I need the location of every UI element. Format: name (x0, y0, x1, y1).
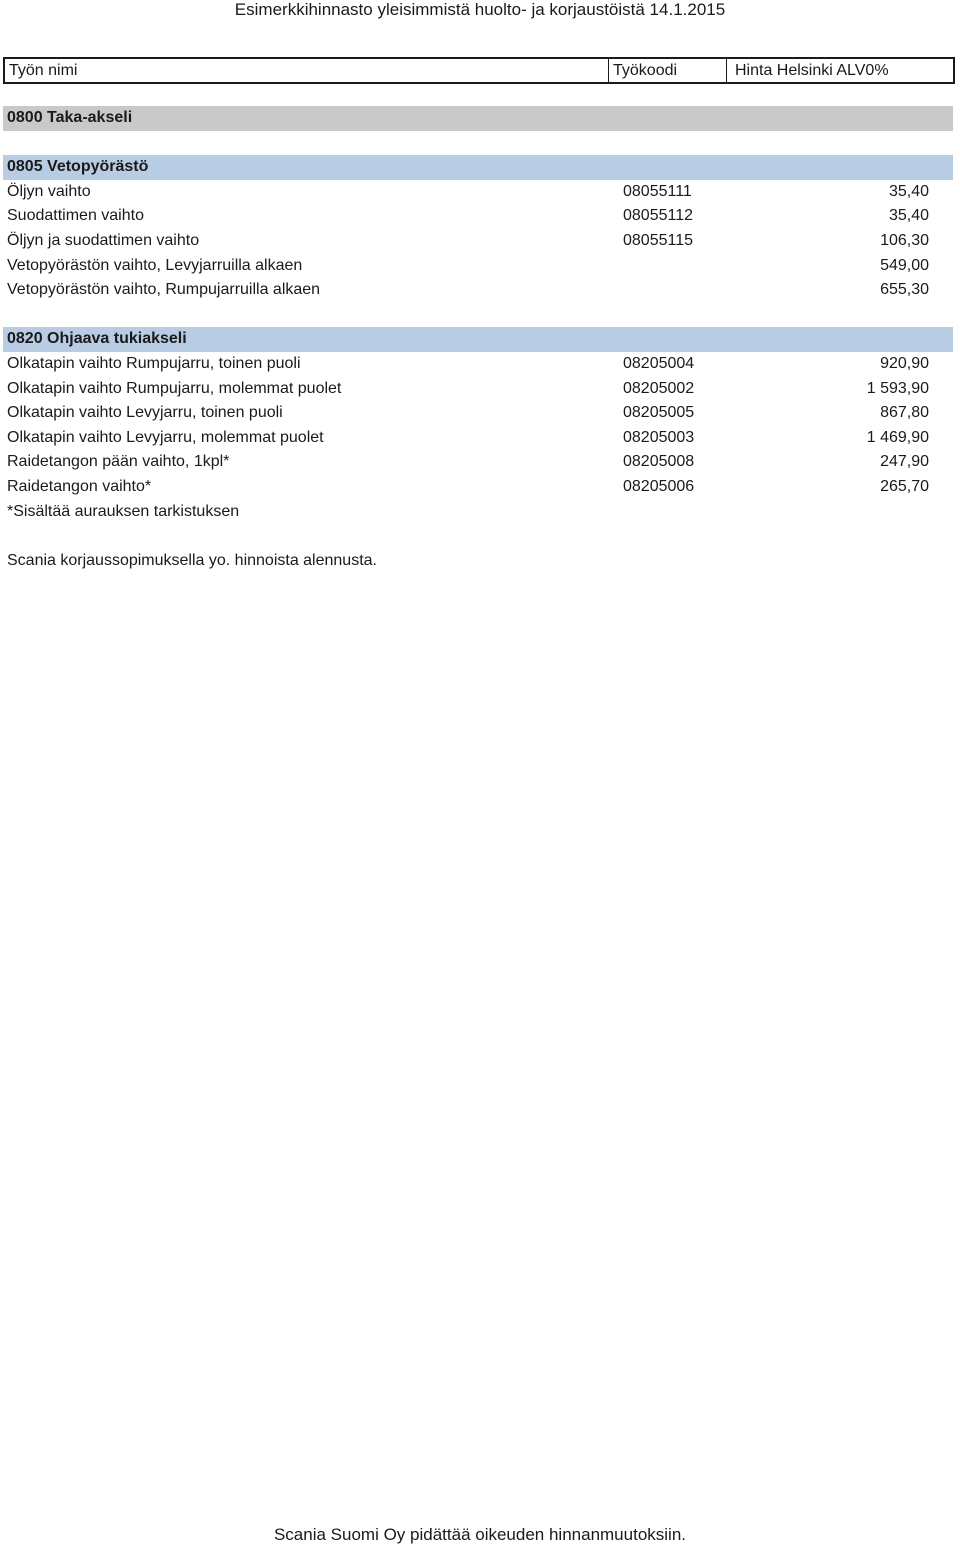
row-name: Vetopyörästön vaihto, Rumpujarruilla alkaen (7, 281, 321, 299)
row-name: Olkatapin vaihto Rumpujarru, toinen puoli (7, 354, 301, 372)
discount-note: Scania korjaussopimuksella yo. hinnoista alennusta. (7, 551, 377, 569)
table-row (3, 450, 953, 475)
row-name: Öljyn ja suodattimen vaihto (7, 231, 200, 249)
table-row (3, 426, 953, 451)
table-row (3, 352, 953, 377)
page-footer: Scania Suomi Oy pidättää oikeuden hinnanmuutoksiin. (273, 1525, 687, 1544)
row-code: 08205006 (623, 477, 695, 495)
footnote: *Sisältää aurauksen tarkistuksen (7, 502, 240, 520)
row-name: Olkatapin vaihto Levyjarru, toinen puoli (7, 404, 283, 422)
row-name: Olkatapin vaihto Levyjarru, molemmat puolet (7, 428, 324, 446)
main-section-title: 0800 Taka-akseli (7, 109, 133, 126)
section-title-0820: 0820 Ohjaava tukiakseli (7, 330, 187, 348)
spacer (3, 131, 953, 156)
row-code: 08205008 (623, 453, 695, 471)
row-code (623, 278, 733, 303)
row-name: Raidetangon vaihto* (7, 477, 152, 495)
row-price: 247,90 (880, 453, 929, 471)
table-row (3, 180, 953, 205)
row-price: 1 469,90 (866, 428, 929, 446)
row-price: 549,00 (880, 256, 929, 274)
section-header-0820 (3, 327, 953, 352)
table-row (3, 475, 953, 500)
row-price: 867,80 (880, 404, 929, 422)
discount-note-row (3, 549, 953, 574)
row-name: Raidetangon pään vaihto, 1kpl* (7, 453, 230, 471)
row-code: 08205004 (623, 354, 695, 372)
column-header-price: Hinta Helsinki ALV0% (726, 59, 953, 82)
row-code: 08055112 (623, 207, 693, 225)
row-price: 920,90 (880, 354, 929, 372)
table-row (3, 278, 953, 303)
row-code: 08205005 (623, 404, 695, 422)
row-price: 1 593,90 (866, 379, 929, 397)
table-row (3, 401, 953, 426)
section-header-0805 (3, 155, 953, 180)
table-row (3, 254, 953, 279)
footnote-row (3, 500, 953, 525)
column-header-name: Työn nimi (9, 62, 78, 79)
row-code: 08205003 (623, 428, 695, 446)
row-price: 655,30 (880, 281, 929, 299)
row-price: 35,40 (888, 207, 929, 225)
row-name: Olkatapin vaihto Rumpujarru, molemmat puolet (7, 379, 342, 397)
price-list (3, 106, 953, 573)
spacer (3, 303, 953, 328)
row-price: 35,40 (888, 182, 929, 200)
row-code (623, 254, 733, 279)
spacer (3, 524, 953, 549)
table-header (3, 57, 955, 84)
row-price: 106,30 (880, 231, 929, 249)
section-title-0805: 0805 Vetopyörästö (7, 158, 149, 176)
row-code: 08055115 (623, 231, 693, 249)
column-header-code: Työkoodi (608, 59, 726, 82)
table-row (3, 377, 953, 402)
document-title: Esimerkkihinnasto yleisimmistä huolto- ja korjaustöistä 14.1.2015 (234, 0, 726, 19)
main-section-header (3, 106, 953, 131)
row-code: 08205002 (623, 379, 695, 397)
table-row (3, 229, 953, 254)
row-code: 08055111 (623, 182, 692, 200)
row-name: Suodattimen vaihto (7, 207, 144, 225)
row-name: Vetopyörästön vaihto, Levyjarruilla alkaen (7, 256, 303, 274)
row-name: Öljyn vaihto (7, 182, 91, 200)
table-row (3, 204, 953, 229)
row-price: 265,70 (880, 477, 929, 495)
